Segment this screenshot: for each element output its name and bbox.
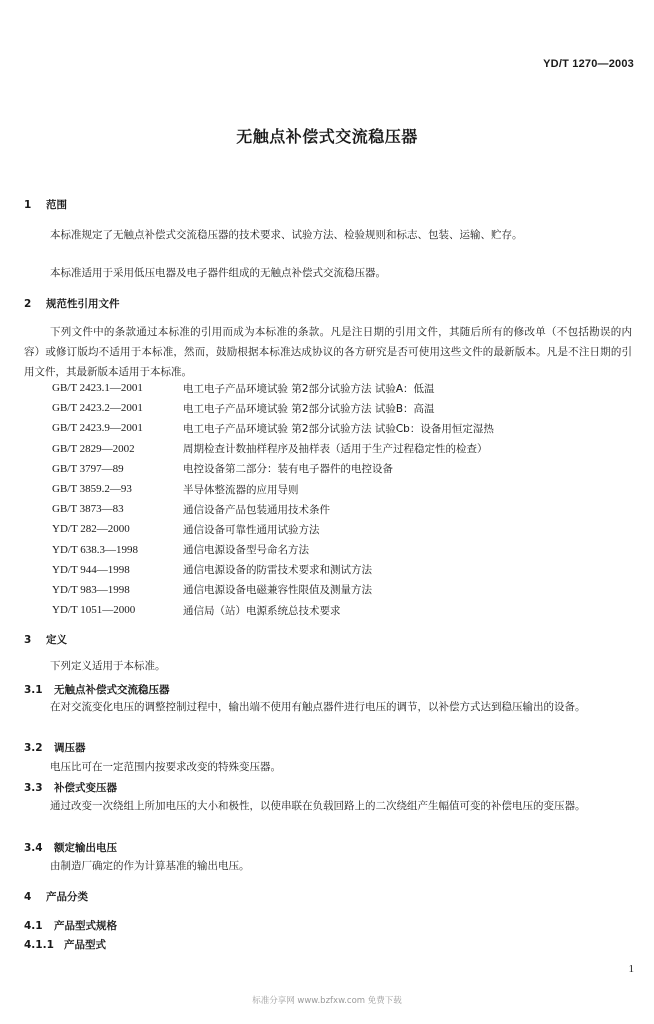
page-number: 1 xyxy=(628,963,634,975)
definition-3-2-text: 电压比可在一定范围内按要求改变的特殊变压器。 xyxy=(50,761,281,773)
document-title: 无触点补偿式交流稳压器 xyxy=(236,127,418,146)
definition-3-4-text: 由制造厂确定的作为计算基准的输出电压。 xyxy=(50,860,250,872)
reference-title: 通信局（站）电源系统总技术要求 xyxy=(183,604,341,617)
reference-title: 电工电子产品环境试验 第2部分试验方法 试验B：高温 xyxy=(183,402,435,415)
reference-row xyxy=(52,600,612,620)
subsection-4-1-1-heading xyxy=(24,937,106,952)
section-number: 1 xyxy=(24,199,32,211)
reference-code: YD/T 638.3—1998 xyxy=(52,543,138,556)
reference-row xyxy=(52,540,612,560)
reference-code: GB/T 2423.1—2001 xyxy=(52,382,143,395)
subsection-number: 3.2 xyxy=(24,742,43,754)
section-3-heading xyxy=(24,632,67,647)
reference-row xyxy=(52,378,612,398)
subsection-title: 额定输出电压 xyxy=(54,842,117,854)
subsection-number: 3.3 xyxy=(24,782,43,794)
scope-paragraph-1: 本标准规定了无触点补偿式交流稳压器的技术要求、试验方法、检验规则和标志、包装、运输、贮存。 xyxy=(50,229,523,241)
reference-row xyxy=(52,439,612,459)
subsection-title: 产品型式规格 xyxy=(54,920,117,932)
definitions-intro: 下列定义适用于本标准。 xyxy=(50,660,166,672)
reference-code: GB/T 2423.9—2001 xyxy=(52,422,143,435)
reference-code: GB/T 3859.2—93 xyxy=(52,483,132,496)
definition-3-1-text: 在对交流变化电压的调整控制过程中，输出端不使用有触点器件进行电压的调节，以补偿方式达到稳压输出的设备。 xyxy=(50,701,586,713)
section-title: 规范性引用文件 xyxy=(46,298,120,310)
reference-title: 电工电子产品环境试验 第2部分试验方法 试验A：低温 xyxy=(183,382,435,395)
subsection-3-2-heading xyxy=(24,740,86,755)
subsection-3-3-heading xyxy=(24,780,117,795)
reference-title: 半导体整流器的应用导则 xyxy=(183,483,299,496)
subsection-number: 3.4 xyxy=(24,842,43,854)
section-number: 2 xyxy=(24,298,32,310)
section-4-heading xyxy=(24,889,88,904)
reference-row xyxy=(52,479,612,499)
reference-title: 通信电源设备型号命名方法 xyxy=(183,544,309,557)
reference-row xyxy=(52,499,612,519)
subsection-3-1-heading xyxy=(24,682,170,697)
subsection-number: 3.1 xyxy=(24,684,43,696)
section-number: 3 xyxy=(24,634,32,646)
reference-title: 电控设备第二部分：装有电子器件的电控设备 xyxy=(183,463,393,476)
section-2-heading xyxy=(24,296,120,311)
subsection-title: 无触点补偿式交流稳压器 xyxy=(54,684,170,696)
reference-title: 通信设备产品包装通用技术条件 xyxy=(183,503,330,516)
reference-code: YD/T 282—2000 xyxy=(52,523,130,536)
reference-code: GB/T 3873—83 xyxy=(52,503,124,516)
normative-references-paragraph: 下列文件中的条款通过本标准的引用而成为本标准的条款。凡是注日期的引用文件，其随后所有的修改单（不包括勘误的内容）或修订版均不适用于本标准，然而，鼓励根据本标准达成协议的各方研究是否可使用这些文件的最新版本。凡是不注日期的引用文件，其最新版本适用于本标准。 xyxy=(24,326,632,378)
reference-code: YD/T 944—1998 xyxy=(52,563,130,576)
reference-title: 周期检查计数抽样程序及抽样表（适用于生产过程稳定性的检查） xyxy=(183,443,488,456)
definition-3-3-text: 通过改变一次绕组上所加电压的大小和极性，以使串联在负载回路上的二次绕组产生幅值可变的补偿电压的变压器。 xyxy=(50,800,586,812)
reference-title: 通信设备可靠性通用试验方法 xyxy=(183,523,320,536)
reference-title: 通信电源设备电磁兼容性限值及测量方法 xyxy=(183,584,372,597)
reference-code: GB/T 2829—2002 xyxy=(52,442,135,455)
reference-title: 电工电子产品环境试验 第2部分试验方法 试验Cb：设备用恒定湿热 xyxy=(183,422,494,435)
reference-row xyxy=(52,519,612,539)
scope-paragraph-2: 本标准适用于采用低压电器及电子器件组成的无触点补偿式交流稳压器。 xyxy=(50,267,386,279)
reference-row xyxy=(52,580,612,600)
subsection-title: 调压器 xyxy=(54,742,86,754)
reference-row xyxy=(52,459,612,479)
subsection-4-1-heading xyxy=(24,918,117,933)
subsection-3-4-heading xyxy=(24,840,117,855)
watermark-text: 标准分享网 www.bzfxw.com 免费下载 xyxy=(252,996,402,1006)
section-title: 定义 xyxy=(46,634,67,646)
section-number: 4 xyxy=(24,891,32,903)
reference-row xyxy=(52,560,612,580)
section-1-heading xyxy=(24,197,67,212)
reference-code: YD/T 983—1998 xyxy=(52,583,130,596)
reference-row xyxy=(52,418,612,438)
reference-code: GB/T 2423.2—2001 xyxy=(52,402,143,415)
subsection-title: 产品型式 xyxy=(64,939,106,951)
reference-code: YD/T 1051—2000 xyxy=(52,604,136,617)
document-code: YD/T 1270—2003 xyxy=(543,58,634,70)
reference-list xyxy=(52,378,612,620)
section-title: 产品分类 xyxy=(46,891,88,903)
subsection-title: 补偿式变压器 xyxy=(54,782,117,794)
subsection-number: 4.1 xyxy=(24,920,43,932)
reference-code: GB/T 3797—89 xyxy=(52,462,124,475)
reference-title: 通信电源设备的防雷技术要求和测试方法 xyxy=(183,564,372,577)
section-title: 范围 xyxy=(46,199,67,211)
subsection-number: 4.1.1 xyxy=(24,939,54,951)
reference-row xyxy=(52,398,612,418)
